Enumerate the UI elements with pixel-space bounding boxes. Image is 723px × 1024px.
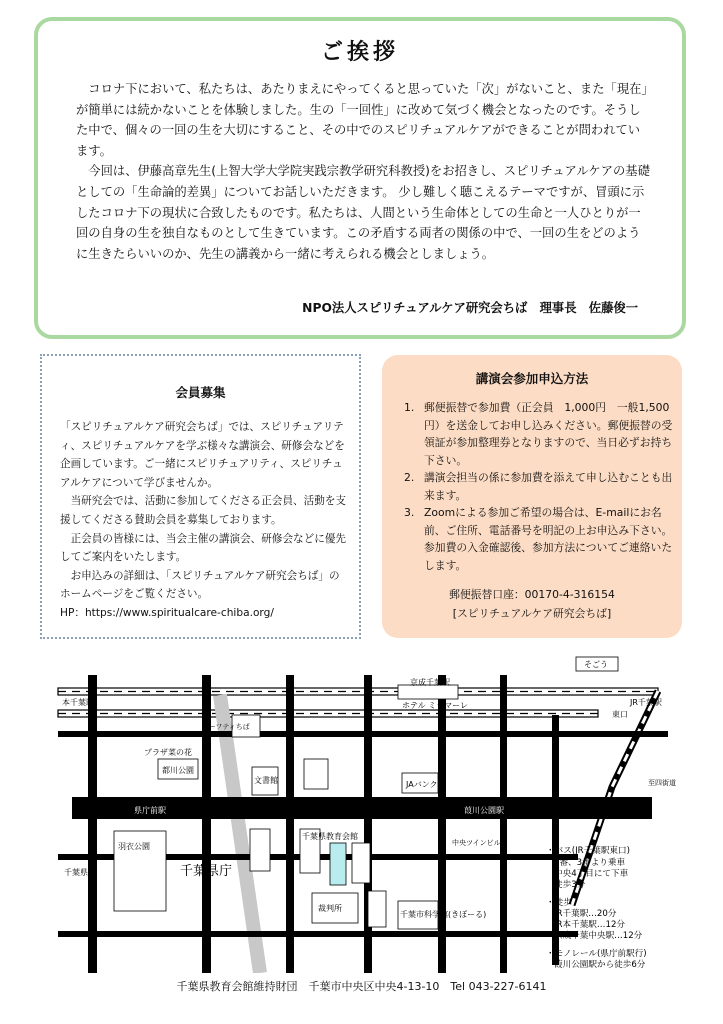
map-label-jr-chiba: JR千葉駅 [630, 698, 662, 707]
application-item-number: 1. [404, 401, 415, 414]
application-box [382, 355, 682, 638]
access-line: 中央4丁目にて下車 [554, 869, 629, 879]
greeting-paragraph: 今回は、伊藤高章先生(上智大学大学院実践宗教学研究科教授)をお招きし、スピリチュアルケアの基礎としての「生命論的差異」についてお話しいただきます。 少し難しく聴こえるテーマですが、冒頭に示したコロナ下の現状に合致したものです。私たちは、人間という生命体としての生命と一人ひとりが一回の自身の生を独自なものとして生きています。この矛盾する両者の関係の中で、一回の生をどのように生きたらいいのか、先生の講義から一緒に考えられる機会としましょう。 [76, 164, 650, 261]
application-item-text: 講演会担当の係に参加費を添えて申し込むことも出来ます。 [424, 471, 673, 502]
greeting-body [76, 79, 652, 264]
map-label-ja: JAバンク [406, 780, 438, 789]
membership-paragraph: 当研究会では、活動に参加してくださる正会員、活動を支援してくださる賛助会員を募集しております。 [60, 495, 347, 526]
map-label-higashiguchi: 東口 [612, 710, 628, 719]
membership-paragraph: お申込みの詳細は、「スピリチュアルケア研究会ちば」のホームページをご覧ください。 [60, 569, 340, 601]
map-label-twin-building: 中央ツインビル [452, 839, 501, 847]
map-label-route: 至四街道 [648, 779, 676, 787]
map-label-sogo: そごう [584, 660, 608, 669]
postal-account-number: 郵便振替口座：00170-4-316154 [449, 588, 615, 601]
greeting-signature: NPO法人スピリチュアルケア研究会ちば 理事長 佐藤俊一 [302, 301, 638, 315]
membership-homepage-link[interactable]: HP：https://www.spiritualcare-chiba.org/ [60, 606, 274, 619]
map-label-safety: セーフティちば [202, 723, 250, 731]
access-line: ・徒歩 [546, 898, 572, 908]
membership-paragraph: 正会員の皆様には、当会主催の講演会、研修会などに優先してご案内をいたします。 [60, 532, 347, 564]
membership-title: 会員募集 [175, 385, 226, 400]
access-line: 徒歩3分 [554, 880, 586, 890]
access-line: ・モノレール(県庁前駅行) [546, 949, 647, 959]
access-line: ・バス(JR千葉駅東口) [546, 846, 630, 856]
application-item-text: Zoomによる参加ご希望の場合は、E-mailにお名前、ご住所、電話番号を明記の上お申込み下さい。参加費の入金確認後、参加方法についてご連絡いたします。 [424, 506, 673, 572]
postal-account-name: [スピリチュアルケア研究会ちば] [452, 607, 612, 620]
map-label-sakaegawa: 葭川公園駅 [464, 806, 504, 815]
application-item [404, 399, 674, 469]
map-label-kenkei: 千葉県警 [64, 868, 96, 877]
map-label-kencho: 千葉県庁 [180, 864, 233, 879]
application-title: 講演会参加申込方法 [475, 371, 589, 386]
greeting-box [34, 17, 686, 339]
map-label-kagakukan: 千葉市科学館(きぼーる) [400, 910, 487, 919]
access-line: 葭川公園駅から徒歩6分 [554, 960, 646, 970]
map-label-kenchomae: 県庁前駅 [134, 806, 166, 815]
map-label-kyoikukaikan: 千葉県教育会館 [302, 832, 358, 841]
access-line: 2番、3番より乗車 [554, 858, 626, 868]
map-label-bunshokan: 文書館 [254, 776, 278, 785]
application-item-number: 3. [404, 506, 415, 519]
application-list [404, 399, 674, 574]
map-label-tsugawa-park: 都川公園 [162, 766, 194, 775]
application-item-text: 郵便振替で参加費（正会員 1,000円 一般1,500円）を送金してお申し込みください。郵便振替の受領証が参加整理券となりますので、当日必ずお持ち下さい。 [424, 401, 673, 467]
membership-paragraph: 「スピリチュアルケア研究会ちば」では、スピリチュアリティ、スピリチュアルケアを学ぶ様々な講演会、研修会などを企画しています。ご一緒にスピリチュアリティ、スピリチュアルケアについて学びませんか。 [60, 421, 345, 489]
membership-body [60, 418, 350, 623]
access-line: 京成千葉中央駅…12分 [554, 931, 643, 941]
map-label-hotel: ホテル ミラマーレ [402, 701, 468, 710]
map-label-keisei-chiba: 京成千葉駅 [410, 678, 450, 687]
access-line: JR千葉駅…20分 [554, 909, 617, 919]
footer: 千葉県教育会館維持財団 千葉市中央区中央4-13-10 Tel 043-227-6141 [176, 980, 547, 993]
application-item [404, 469, 674, 504]
application-account [382, 585, 682, 623]
access-map [52, 655, 684, 973]
greeting-paragraph: コロナ下において、私たちは、あたりまえにやってくると思っていた「次」がないこと、また「現在」が簡単には続かないことを体験しました。生の「一回性」に改めて気づく機会となったのです。そうした中で、個々の一回の生を大切にすること、その中でのスピリチュアルケアができることが問われています。 [76, 82, 648, 158]
access-line: JR本千葉駅…12分 [554, 920, 626, 930]
application-item-number: 2. [404, 471, 415, 484]
education-hall-building [330, 843, 346, 885]
application-item [404, 504, 674, 574]
map-label-hon-chiba: 本千葉駅 [62, 698, 94, 707]
greeting-title: ご挨拶 [320, 40, 399, 65]
membership-box [40, 354, 361, 639]
map-label-saibansho: 裁判所 [318, 904, 342, 913]
map-label-chuo4: 中央4丁目 [388, 810, 426, 819]
map-label-hazawa-park: 羽衣公園 [118, 842, 150, 851]
map-label-plaza: プラザ菜の花 [144, 748, 192, 757]
